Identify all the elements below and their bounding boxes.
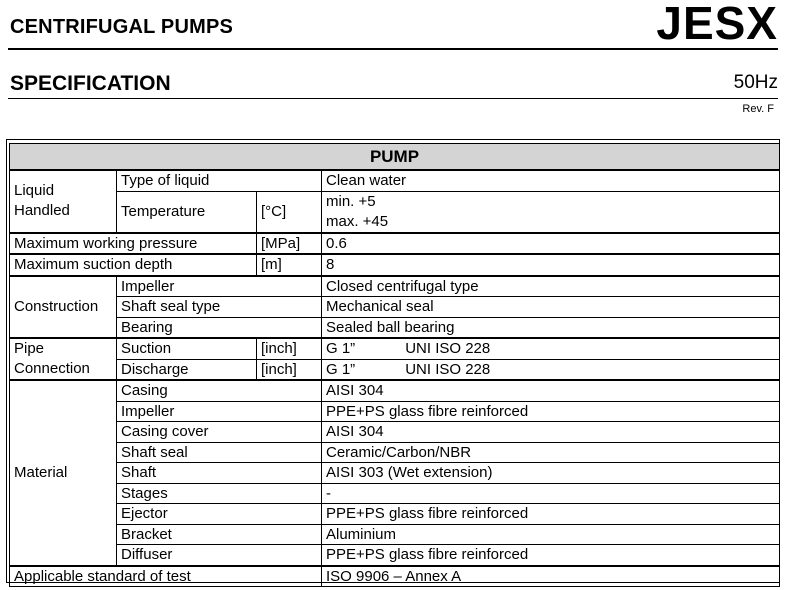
row-label: Bearing bbox=[117, 317, 322, 338]
table-row bbox=[10, 401, 780, 422]
row-value: AISI 304 bbox=[322, 380, 780, 401]
row-label: Ejector bbox=[117, 504, 322, 525]
row-value: 8 bbox=[322, 254, 780, 276]
table-title: PUMP bbox=[10, 144, 780, 171]
connection-size: G 1” bbox=[326, 340, 356, 358]
table-row bbox=[10, 276, 780, 297]
row-unit: [MPa] bbox=[257, 233, 322, 255]
row-label: Impeller bbox=[117, 401, 322, 422]
connection-size: G 1” bbox=[326, 360, 356, 378]
row-label: Maximum suction depth bbox=[10, 254, 257, 276]
row-unit: [inch] bbox=[257, 359, 322, 380]
row-label: Stages bbox=[117, 483, 322, 504]
row-value: ISO 9906 – Annex A bbox=[322, 566, 780, 587]
row-value: AISI 303 (Wet extension) bbox=[322, 463, 780, 484]
temp-max: max. +45 bbox=[326, 212, 389, 230]
table-row bbox=[10, 233, 780, 255]
row-value bbox=[322, 191, 780, 233]
row-label: Diffuser bbox=[117, 545, 322, 566]
table-row bbox=[10, 170, 780, 191]
row-label: Suction bbox=[117, 338, 257, 359]
table-row bbox=[10, 297, 780, 318]
table-row bbox=[10, 545, 780, 566]
group-pipe-connection: Pipe Connection bbox=[10, 338, 117, 380]
frequency-label: 50Hz bbox=[733, 72, 778, 93]
table-row bbox=[10, 463, 780, 484]
row-label: Discharge bbox=[117, 359, 257, 380]
group-liquid-handled: Liquid Handled bbox=[10, 170, 117, 233]
row-value: Clean water bbox=[322, 170, 780, 191]
header-divider bbox=[8, 48, 778, 50]
row-label: Type of liquid bbox=[117, 170, 322, 191]
row-value: PPE+PS glass fibre reinforced bbox=[322, 401, 780, 422]
revision-label: Rev. F bbox=[742, 103, 774, 115]
connection-standard: UNI ISO 228 bbox=[405, 360, 491, 378]
row-value: Sealed ball bearing bbox=[322, 317, 780, 338]
connection-standard: UNI ISO 228 bbox=[405, 340, 491, 358]
row-value: 0.6 bbox=[322, 233, 780, 255]
table-row bbox=[10, 422, 780, 443]
row-value: PPE+PS glass fibre reinforced bbox=[322, 504, 780, 525]
table-row bbox=[10, 524, 780, 545]
model-name: JESX bbox=[656, 0, 778, 49]
row-unit: [°C] bbox=[257, 191, 322, 233]
row-value: Aluminium bbox=[322, 524, 780, 545]
table-row bbox=[10, 338, 780, 359]
row-unit: [m] bbox=[257, 254, 322, 276]
table-row bbox=[10, 254, 780, 276]
section-divider bbox=[8, 98, 778, 99]
row-value bbox=[322, 338, 780, 359]
group-construction: Construction bbox=[10, 276, 117, 339]
group-material: Material bbox=[10, 380, 117, 566]
row-value: Closed centrifugal type bbox=[322, 276, 780, 297]
document-title: CENTRIFUGAL PUMPS bbox=[10, 16, 234, 38]
row-unit: [inch] bbox=[257, 338, 322, 359]
table-row bbox=[10, 317, 780, 338]
row-label: Shaft seal type bbox=[117, 297, 322, 318]
row-label: Maximum working pressure bbox=[10, 233, 257, 255]
pump-spec-table bbox=[9, 143, 780, 587]
row-value: PPE+PS glass fibre reinforced bbox=[322, 545, 780, 566]
table-title-row bbox=[10, 144, 780, 171]
row-value: AISI 304 bbox=[322, 422, 780, 443]
table-row bbox=[10, 442, 780, 463]
table-row bbox=[10, 504, 780, 525]
row-value: Mechanical seal bbox=[322, 297, 780, 318]
row-label: Applicable standard of test bbox=[10, 566, 322, 587]
row-label: Shaft bbox=[117, 463, 322, 484]
row-label: Impeller bbox=[117, 276, 322, 297]
table-row bbox=[10, 359, 780, 380]
table-row bbox=[10, 191, 780, 233]
row-label: Temperature bbox=[117, 191, 257, 233]
row-value: - bbox=[322, 483, 780, 504]
row-value bbox=[322, 359, 780, 380]
row-label: Casing bbox=[117, 380, 322, 401]
table-row bbox=[10, 566, 780, 587]
row-label: Shaft seal bbox=[117, 442, 322, 463]
temp-min: min. +5 bbox=[326, 192, 376, 210]
section-title: SPECIFICATION bbox=[10, 72, 171, 95]
table-row bbox=[10, 483, 780, 504]
table-row bbox=[10, 380, 780, 401]
row-label: Casing cover bbox=[117, 422, 322, 443]
row-label: Bracket bbox=[117, 524, 322, 545]
row-value: Ceramic/Carbon/NBR bbox=[322, 442, 780, 463]
